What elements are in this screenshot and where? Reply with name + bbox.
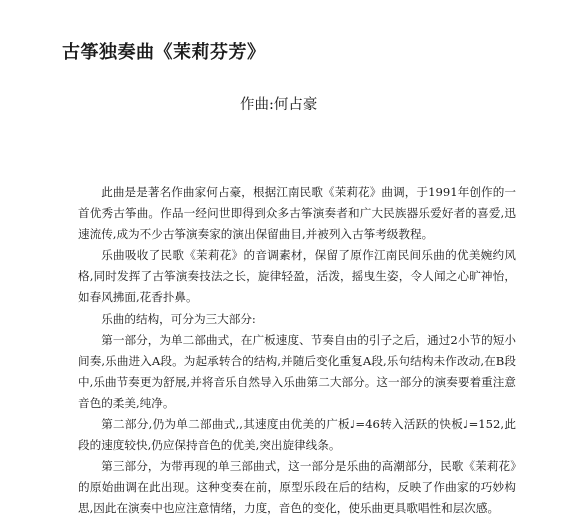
paragraph-structure: 乐曲的结构，可分为三大部分: — [101, 311, 256, 326]
composer-credit: 作曲:何占豪 — [240, 97, 318, 113]
part-two-text-a: 第二部分,仍为单二部曲式,,其速度由优美的广板 — [101, 417, 350, 432]
article-body — [78, 182, 516, 520]
quarter-note-icon: ♩ — [463, 418, 469, 432]
paragraph-material: 乐曲吸收了民歌《茉莉花》的音调素材，保留了原作江南民间乐曲的优美婉约风格,同时发挥了古筝演奏技法之长，旋律轻盈，活泼，摇曳生姿，令人闻之心旷神怡，如春风拂面,花香扑鼻。 — [78, 248, 516, 305]
tempo-largo: =46 — [355, 417, 380, 432]
quarter-note-icon: ♩ — [349, 418, 356, 432]
tempo-allegro: =152, — [468, 417, 505, 432]
part-two-text-c: 此段的速度较快,仍应保持音色的优美,突出旋律线条。 — [78, 417, 516, 453]
paragraph-part-three: 第三部分，为带再现的单三部曲式，这一部分是乐曲的高潮部分，民歌《茉莉花》的原始曲调在此出现。这种变奏在前，原型乐段在后的结构，反映了作曲家的巧妙构思,因此在演奏中也应注意情绪，力度，音色的变化，使乐曲更具歌唱性和层次感。 — [78, 459, 516, 516]
paragraph-part-one: 第一部分，为单二部曲式，在广板速度、节奏自由的引子之后，通过2小节的短小间奏,乐曲进入A段。为起承转合的结构,并随后变化重复A段,乐句结构未作改动,在B段中,乐曲节奏更为舒展,并将音乐自然导入乐曲第二大部分。这一部分的演奏要着重注意音色的柔美,纯净。 — [78, 332, 516, 410]
part-two-text-b: 转入活跃的快板 — [379, 417, 464, 432]
page-title: 古筝独奏曲《茉莉芬芳》 — [62, 42, 266, 63]
paragraph-intro: 此曲是是著名作曲家何占豪，根据江南民歌《茉莉花》曲调，于1991年创作的一首优秀古筝曲。作品一经问世即得到众多古筝演奏者和广大民族器乐爱好者的喜爱,迅速流传,成为不少古筝演奏家的演出保留曲目,并被列入古筝考级教程。 — [78, 185, 516, 242]
paragraph-part-two — [78, 414, 516, 456]
